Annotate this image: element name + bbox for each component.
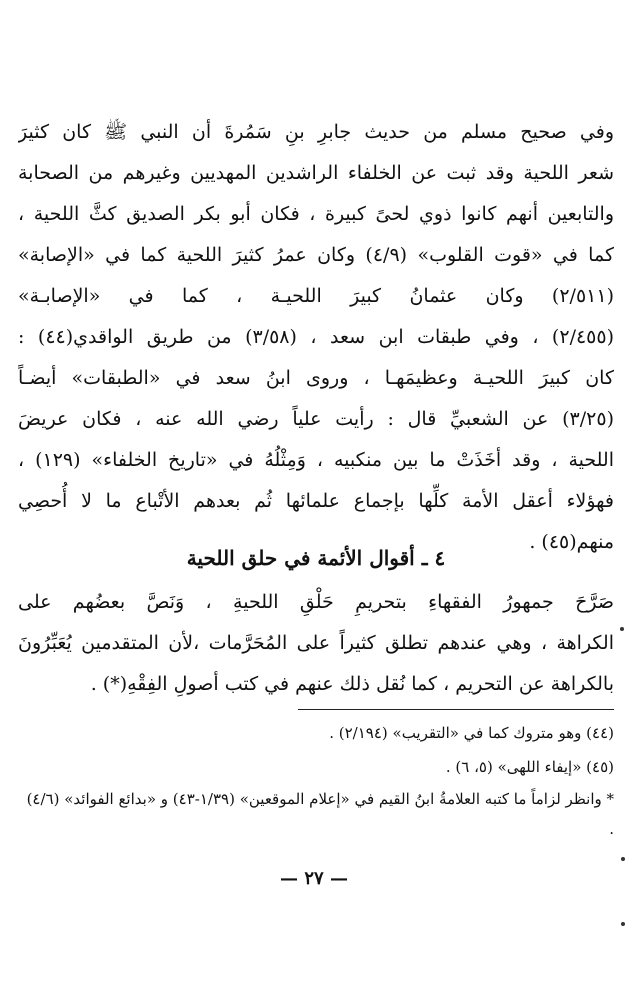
text-line: صَرَّحَ جمهورُ الفقهاءِ بتحريمِ حَلْقِ اللحيةِ ، وَنَصَّ بعضُهم على [18,591,614,613]
margin-mark [620,627,624,631]
text-line: والتابعين أنهم كانوا ذوي لحىً كبيرة ، فكان أبو بكر الصديق كثَّ اللحية ، [18,203,614,225]
text-line: شعر اللحية وقد ثبت عن الخلفاء الراشدين المهديين وغيرهم من الصحابة [18,162,614,184]
text-line: اللحية ، وقد أخَذَتْ ما بين منكبيه ، وَمِثْلُهُ في «تاريخ الخلفاء» (١٢٩) ، [18,449,614,471]
margin-mark [621,922,625,926]
text-line: منهم(٤٥) . [529,531,614,553]
footnote-45: (٤٥) «إيفاء اللهى» (٥، ٦) . [445,758,614,776]
footnote-divider [298,709,614,710]
text-line: وفي صحيح مسلم من حديث جابرِ بنِ سَمُرةَ أن النبي ﷺ كان كثيرَ [18,121,614,143]
section-heading: ٤ ـ أقوال الأئمة في حلق اللحية [186,546,446,570]
margin-mark [621,857,625,861]
page-number: — ٢٧ — [280,868,348,889]
text-line: بالكراهة عن التحريم ، كما نُقل ذلك عنهم في كتب أصولِ الفِقْهِ(*) . [90,673,614,695]
text-line: كان كبيرَ اللحيـة وعظيمَهـا ، وروى ابنُ سعد في «الطبقات» أيضـاً [18,367,614,389]
paragraph-beard-companions [18,112,614,563]
text-line: فهؤلاء أعقل الأمة كلِّها بإجماع علمائها ثُم بعدهم الأتْباع ما لا أُحصِي [18,490,614,512]
paragraph-scholars-opinions [18,582,614,705]
footnotes [18,716,614,844]
text-line: كما في «قوت القلوب» (٤/٩) وكان عمرُ كثيرَ اللحية كما في «الإصابة» [18,244,614,266]
text-line: (٢/٤٥٥) ، وفي طبقات ابن سعد ، (٣/٥٨) من طريق الواقدي(٤٤) : [18,326,614,348]
footnote-44: (٤٤) وهو متروك كما في «التقريب» (٢/١٩٤) . [329,724,614,742]
footnote-star: * وانظر لزاماً ما كتبه العلامةُ ابنُ القيم في «إعلام الموقعين» (١/٣٩-٤٣) و «بدائع الفوائد» (٤/٦) . [26,790,614,838]
text-line: الكراهة ، وهي عندهم تطلق كثيراً على المُحَرَّمات ،لأن المتقدمين يُعَبِّرُونَ [18,632,614,654]
text-line: (٢/٥١١) وكان عثمانُ كبيرَ اللحيـة ، كما في «الإصابـة» [18,285,614,307]
text-line: (٣/٢٥) عن الشعبيِّ قال : رأيت علياً رضي الله عنه ، فكان عريضَ [18,408,614,430]
